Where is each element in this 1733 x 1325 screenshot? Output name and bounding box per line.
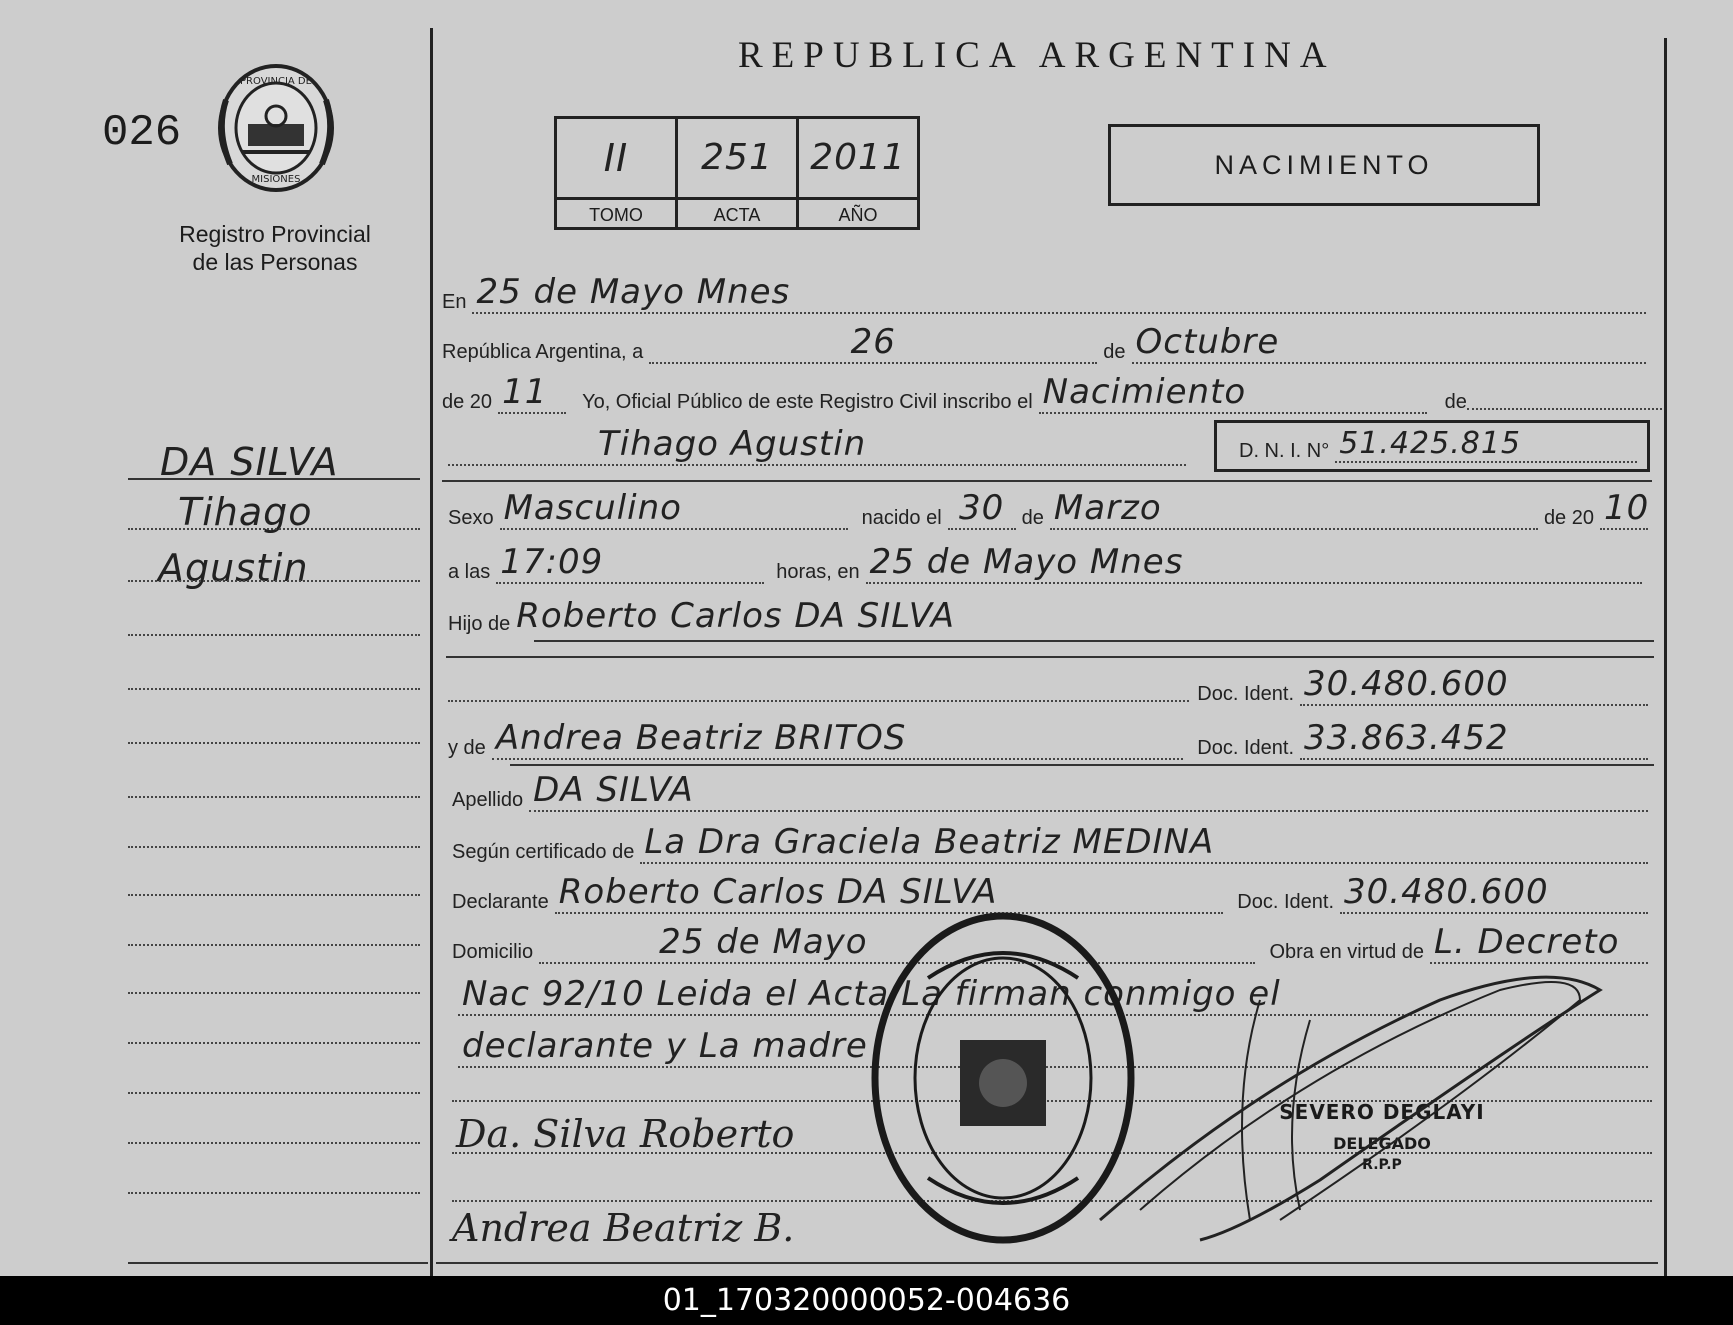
month-value: Octubre — [1132, 322, 1647, 364]
year-prefix: de 20 — [442, 391, 493, 413]
margin-line-14 — [128, 1192, 420, 1194]
margin-bottom-rule — [128, 1262, 428, 1264]
province-seal — [212, 60, 340, 196]
form-bottom-rule — [436, 1262, 1658, 1264]
de-label-2: de — [1444, 391, 1467, 413]
obs-line-1: Nac 92/10 Leida el Acta La firman conmigo el — [458, 974, 1648, 1016]
registry-box — [554, 116, 920, 230]
act-type-label: NACIMIENTO — [1214, 150, 1434, 180]
alas-label: a las — [448, 561, 491, 583]
birth-day: 30 — [948, 488, 1016, 530]
acta-value: 251 — [701, 137, 773, 178]
row-name — [442, 424, 1192, 466]
tomo-cell — [557, 119, 678, 227]
margin-line-1 — [128, 528, 420, 530]
obs-line-2: declarante y La madre — [458, 1026, 1648, 1068]
father-name: Roberto Carlos DA SILVA — [516, 596, 955, 636]
margin-surname-rule — [128, 478, 420, 480]
mother-doc: 33.863.452 — [1300, 718, 1648, 760]
margin-line-2 — [128, 580, 420, 582]
registry-name-line2: de las Personas — [192, 249, 358, 275]
acta-cell — [678, 119, 799, 227]
obra-label: Obra en virtud de — [1269, 941, 1424, 963]
dni-box — [1214, 420, 1650, 472]
de-dots — [1467, 408, 1662, 410]
margin-line-6 — [128, 796, 420, 798]
registry-name-line1: Registro Provincial — [179, 221, 371, 247]
father-doc-label: Doc. Ident. — [1197, 683, 1294, 705]
margin-line-11 — [128, 1042, 420, 1044]
sexo-label: Sexo — [448, 507, 494, 529]
row-sexo — [448, 488, 1654, 530]
hijo-rule-2 — [446, 656, 1654, 658]
tomo-label: TOMO — [557, 197, 675, 230]
row-hijo — [448, 596, 1654, 636]
act-type-box — [1108, 124, 1540, 206]
name-rule — [442, 480, 1652, 482]
mother-name: Andrea Beatriz BRITOS — [492, 718, 1183, 760]
birth-place: 25 de Mayo Mnes — [866, 542, 1642, 584]
obra-value: L. Decreto — [1430, 922, 1648, 964]
year-value: 11 — [498, 372, 566, 414]
image-id: 01_170320000052-004636 — [662, 1283, 1071, 1318]
official-name: SEVERO DEGLAYI — [1279, 1100, 1485, 1124]
dni-label: D. N. I. N° — [1239, 440, 1330, 462]
mother-doc-label: Doc. Ident. — [1197, 737, 1294, 759]
father-doc: 30.480.600 — [1300, 664, 1648, 706]
hora-value: 17:09 — [496, 542, 764, 584]
nacido-label: nacido el — [861, 507, 942, 529]
dni-value: 51.425.815 — [1335, 426, 1637, 463]
inscribo-value: Nacimiento — [1039, 372, 1427, 414]
hijo-label: Hijo de — [448, 613, 511, 635]
row-certificado — [452, 822, 1654, 864]
tomo-value: II — [603, 136, 629, 180]
misiones-seal-icon — [212, 60, 340, 196]
domicilio-value: 25 de Mayo — [539, 922, 1255, 964]
official-signature — [1080, 960, 1620, 1260]
margin-line-13 — [128, 1142, 420, 1144]
margin-second-name: Agustin — [158, 546, 309, 590]
row-mother — [448, 718, 1654, 760]
hijo-rule — [534, 640, 1654, 642]
yde-label: y de — [448, 737, 486, 759]
apellido-value: DA SILVA — [529, 770, 1648, 812]
image-id-bar — [0, 1276, 1733, 1325]
row-apellido — [452, 770, 1654, 812]
row-father-doc — [448, 664, 1654, 706]
svg-text:PROVINCIA DE: PROVINCIA DE — [240, 76, 312, 87]
svg-text:MISIONES: MISIONES — [251, 174, 301, 185]
margin-line-5 — [128, 742, 420, 744]
signature-scribble-icon — [1080, 960, 1620, 1260]
anio-cell — [799, 119, 917, 227]
mother-signature: Andrea Beatriz B. — [452, 1206, 795, 1250]
row-en — [442, 272, 1652, 314]
official-title: DELEGADO — [1333, 1134, 1431, 1153]
declarante-doc-label: Doc. Ident. — [1237, 891, 1334, 913]
certificado-label: Según certificado de — [452, 841, 635, 863]
certificado-value: La Dra Graciela Beatriz MEDINA — [640, 822, 1648, 864]
margin-line-7 — [128, 846, 420, 848]
birth-year: 10 — [1600, 488, 1648, 530]
father-doc-dots — [448, 700, 1189, 702]
row-year-inscribe — [442, 372, 1662, 414]
horas-en-label: horas, en — [776, 561, 860, 583]
en-label: En — [442, 291, 467, 313]
birth-year-prefix: de 20 — [1543, 507, 1594, 529]
right-border-rule — [1664, 38, 1667, 1276]
official-office: R.P.P — [1362, 1157, 1402, 1173]
republica-label: República Argentina, a — [442, 341, 644, 363]
margin-surname: DA SILVA — [160, 440, 339, 484]
mother-rule — [510, 764, 1654, 766]
apellido-label: Apellido — [452, 789, 524, 811]
birth-month: Marzo — [1050, 488, 1538, 530]
sexo-value: Masculino — [500, 488, 848, 530]
domicilio-label: Domicilio — [452, 941, 534, 963]
anio-label: AÑO — [799, 197, 917, 230]
left-column-rule — [430, 28, 433, 1276]
en-value: 25 de Mayo Mnes — [472, 272, 1646, 314]
margin-line-8 — [128, 894, 420, 896]
declarante-label: Declarante — [452, 891, 549, 913]
registry-name — [150, 220, 400, 276]
day-value: 26 — [649, 322, 1097, 364]
margin-line-10 — [128, 992, 420, 994]
margin-line-4 — [128, 688, 420, 690]
anio-value: 2011 — [810, 137, 906, 178]
margin-line-9 — [128, 944, 420, 946]
yo-label: Yo, Oficial Público de este Registro Civil inscribo el — [582, 391, 1033, 413]
declarante-doc: 30.480.600 — [1340, 872, 1648, 914]
father-signature: Da. Silva Roberto — [456, 1112, 795, 1156]
name-value: Tihago Agustin — [448, 424, 1186, 466]
birth-de-label: de — [1021, 507, 1044, 529]
acta-label: ACTA — [678, 197, 796, 230]
republic-title: REPUBLICA ARGENTINA — [738, 35, 1336, 76]
row-republica — [442, 322, 1652, 364]
de-label: de — [1103, 341, 1126, 363]
declarante-value: Roberto Carlos DA SILVA — [555, 872, 1224, 914]
margin-line-3 — [128, 634, 420, 636]
sheet-number: 026 — [102, 108, 182, 158]
margin-line-12 — [128, 1092, 420, 1094]
margin-first-name: Tihago — [178, 490, 313, 534]
row-hora — [448, 542, 1648, 584]
